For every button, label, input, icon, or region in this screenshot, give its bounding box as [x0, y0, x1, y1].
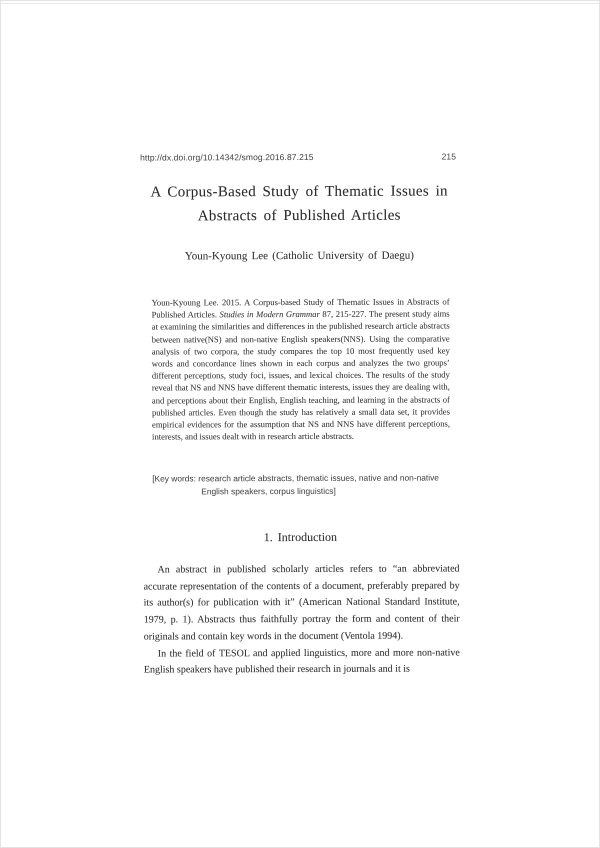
section-heading-introduction: 1. Introduction — [263, 529, 338, 545]
abstract-citation: Youn-Kyoung Lee. 2015. A Corpus-based Study of Thematic Issues in Abstracts of Published Articles. — [151, 296, 450, 320]
abstract-citation-pages: 87, 215-227. — [319, 308, 369, 320]
page-number: 215 — [441, 151, 457, 162]
keywords — [152, 471, 454, 498]
introduction-paragraph-2: In the field of TESOL and applied linguistics, more and more non-native English speakers have published their research in journals and it is — [143, 646, 460, 676]
article-title-line1: A Corpus-Based Study of Thematic Issues in — [150, 183, 448, 201]
abstract — [152, 295, 451, 442]
article-title-line2: Abstracts of Published Articles — [197, 207, 401, 224]
author-affiliation: Youn-Kyoung Lee (Catholic University of Daegu) — [184, 249, 414, 263]
keywords-list: research article abstracts, thematic issues, native and non-native English speakers, corpus linguistics] — [198, 472, 439, 497]
introduction-paragraph-1: An abstract in published scholarly articles refers to “an abbreviated accurate representation of the contents of a document, preferably prepared by its author(s) for publication with it” (American National Standard Institute, 1979, p. 1). Abstracts thus faithfully portray the form and content of their originals and contain key words in the document (Ventola 1994). — [143, 563, 460, 643]
running-header — [140, 151, 456, 162]
journal-name: Studies in Modern Grammar — [219, 309, 320, 320]
abstract-body: The present study aims at examining the similarities and differences in the published research article abstracts between native(NS) and non-native English speakers(NNS). Using the comparative analysis of two corpora, the study compares the top 10 most frequently used key words and concordance lines shown in each corpus and analyzes the two groups’ different perceptions, study foci, issues, and lexical choices. The results of the study reveal that NS and NNS have different thematic interests, issues they are dealing with, and perceptions about their English, English teaching, and learning in the abstracts of published articles. Even though the study has relatively a small data set, it provides empirical evidences for the assumption that NS and NNS have different perceptions, interests, and issues dealt with in research article abstracts. — [151, 308, 451, 442]
keywords-label: [Key words: — [152, 473, 199, 484]
introduction-text — [143, 561, 459, 679]
doi-url: http://dx.doi.org/10.14342/smog.2016.87.215 — [140, 151, 314, 163]
article-title — [0, 180, 598, 229]
